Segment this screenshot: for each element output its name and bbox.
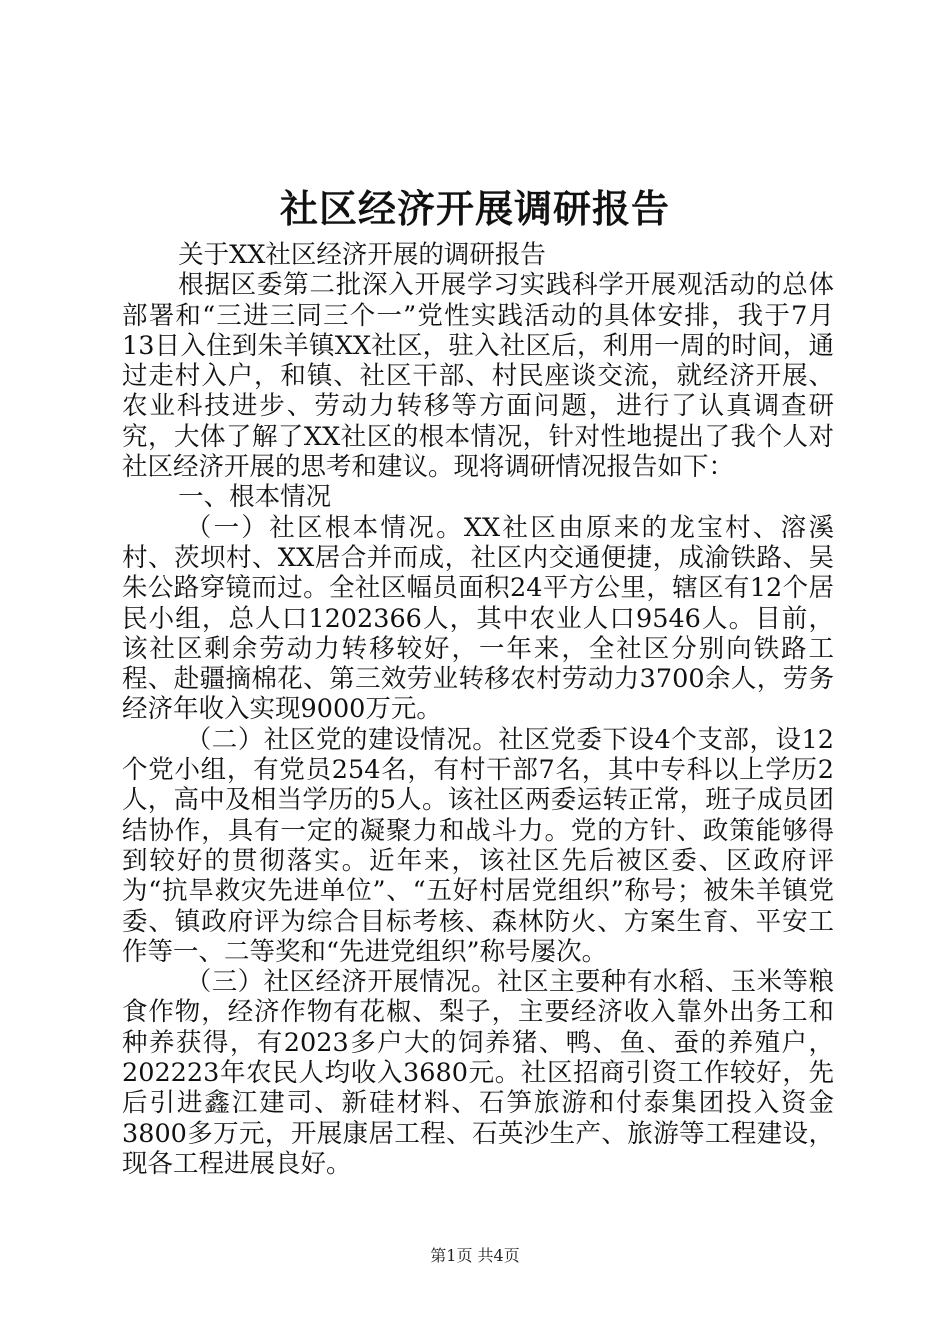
page-number-footer: 第1页 共4页 [430, 1246, 520, 1265]
document-subtitle: 关于XX社区经济开展的调研报告 [178, 240, 546, 270]
paragraph-community-basics: （一）社区根本情况。XX社区由原来的龙宝村、溶溪村、茨坝村、XX居合并而成，社区内交通便捷，成渝铁路、吴朱公路穿镜而过。全社区幅员面积24平方公里，辖区有12个居民小组，总人口1202366人，其中农业人口9546人。目前，该社区剩余劳动力转移较好，一年来，全社区分别向铁路工程、赴疆摘棉花、第三效劳业转移农村劳动力3700余人，劳务经济年收入实现9000万元。 [122, 512, 834, 725]
paragraph-economy: （三）社区经济开展情况。社区主要种有水稻、玉米等粮食作物，经济作物有花椒、梨子，主要经济收入靠外出务工和种养获得，有2023多户大的饲养猪、鸭、鱼、蚕的养殖户，202223年农民人均收入3680元。社区招商引资工作较好，先后引进鑫江建司、新硅材料、石笋旅游和付泰集团投入资金3800多万元，开展康居工程、石英沙生产、旅游等工程建设，现各工程进展良好。 [122, 967, 834, 1179]
paragraph-party-building: （二）社区党的建设情况。社区党委下设4个支部，设12个党小组，有党员254名，有村干部7名，其中专科以上学历2人，高中及相当学历的5人。该社区两委运转正常，班子成员团结协作，具有一定的凝聚力和战斗力。党的方针、政策能够得到较好的贯彻落实。近年来，该社区先后被区委、区政府评为“抗旱救灾先进单位”、“五好村居党组织”称号；被朱羊镇党委、镇政府评为综合目标考核、森林防火、方案生育、平安工作等一、二等奖和“先进党组织”称号屡次。 [122, 724, 834, 967]
document-body [122, 240, 834, 1179]
page-title: 社区经济开展调研报告 [279, 186, 670, 231]
section-heading: 一、根本情况 [178, 482, 332, 513]
paragraph-intro: 根据区委第二批深入开展学习实践科学开展观活动的总体部署和“三进三同三个一”党性实践活动的具体安排，我于7月13日入住到朱羊镇XX社区，驻入社区后，利用一周的时间，通过走村入户，和镇、社区干部、村民座谈交流，就经济开展、农业科技进步、劳动力转移等方面问题，进行了认真调查研究，大体了解了XX社区的根本情况，针对性地提出了我个人对社区经济开展的思考和建议。现将调研情况报告如下： [122, 270, 834, 483]
